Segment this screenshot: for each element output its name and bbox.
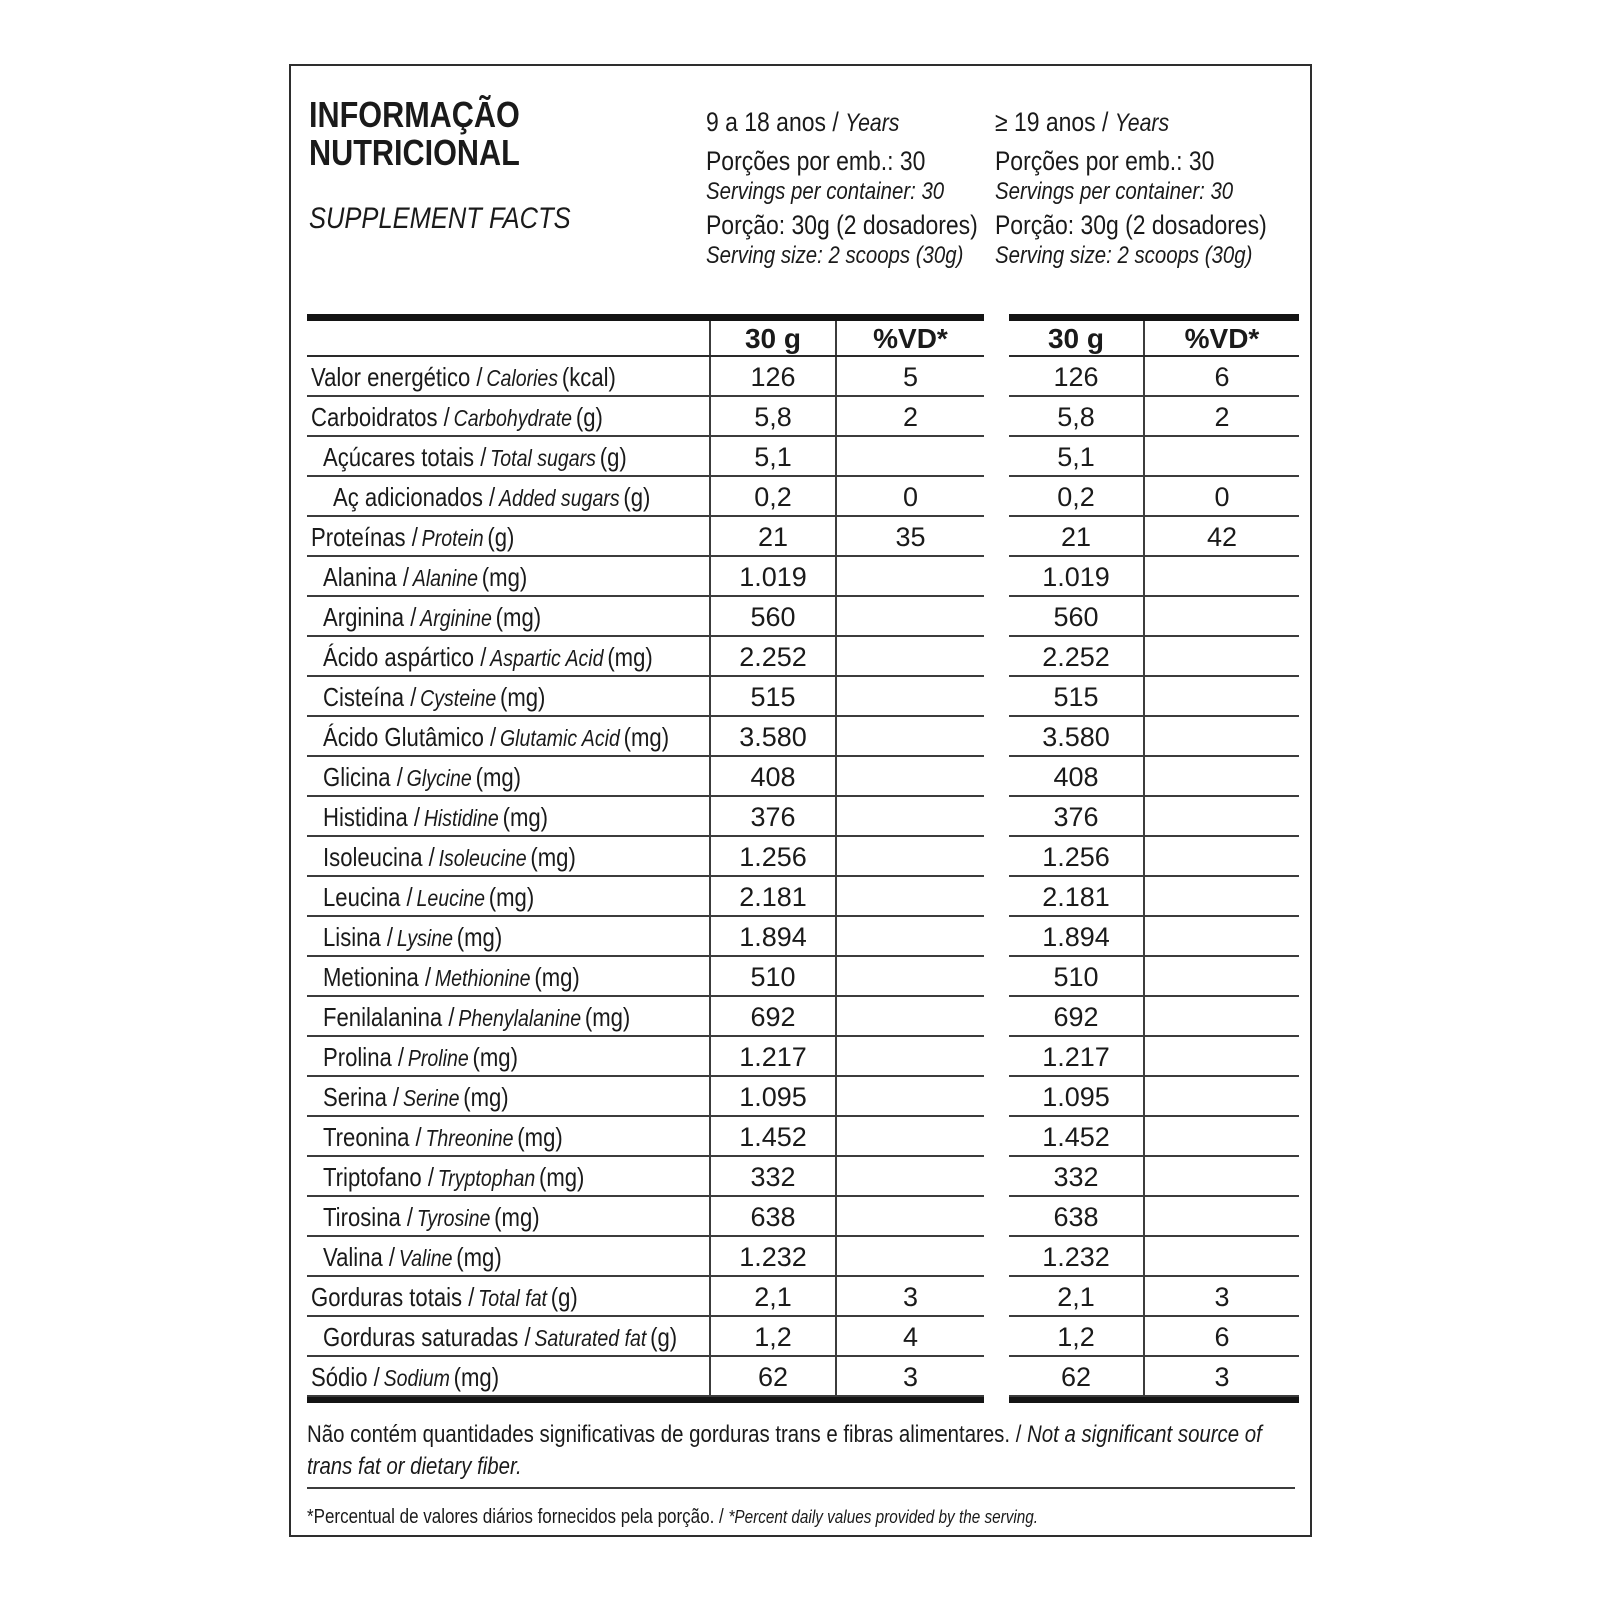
nutrient-name-pt: Valina /	[323, 1242, 396, 1272]
nutrient-label-cell	[307, 877, 709, 915]
title-line-2: NUTRICIONAL	[309, 132, 520, 173]
amount-value-19-plus: 5,1	[1009, 437, 1145, 475]
nutrient-label-cell	[307, 1157, 709, 1195]
nutrient-name-en: Saturated fat	[534, 1325, 647, 1351]
nutrition-label	[289, 64, 1312, 1537]
nutrient-name-pt: Aç adicionados /	[333, 482, 496, 512]
amount-value-9-18: 2,1	[709, 1277, 837, 1315]
dv-value-19-plus	[1145, 757, 1299, 795]
nutrient-name-en: Aspartic Acid	[490, 645, 604, 671]
header-label-cell	[307, 321, 709, 355]
amount-value-19-plus: 2.181	[1009, 877, 1145, 915]
serving-size-en: Serving size: 2 scoops (30g)	[995, 242, 1253, 269]
dv-value-19-plus	[1145, 717, 1299, 755]
nutrition-title-en: SUPPLEMENT FACTS	[309, 202, 571, 235]
amount-value-9-18: 0,2	[709, 477, 837, 515]
nutrient-unit: (mg)	[453, 1362, 500, 1392]
dv-value-19-plus	[1145, 1117, 1299, 1155]
nutrient-name-pt: Glicina /	[323, 762, 403, 792]
nutrient-name-en: Valine	[398, 1245, 453, 1271]
top-bar-left	[307, 314, 984, 321]
dv-value-9-18	[837, 957, 984, 995]
nutrient-label-cell	[307, 477, 709, 515]
dv-value-19-plus: 3	[1214, 1282, 1230, 1312]
amount-value-9-18: 62	[709, 1357, 837, 1395]
amount-value-9-18: 2.252	[709, 637, 837, 675]
nutrient-label-cell	[307, 1197, 709, 1235]
dv-value-19-plus	[1145, 1197, 1299, 1235]
nutrient-name-en: Histidine	[423, 805, 499, 831]
servings-per-container-pt: Porções por emb.: 30	[706, 146, 926, 176]
nutrient-name-en: Calories	[486, 365, 559, 391]
amount-value-19-plus: 0,2	[1009, 477, 1145, 515]
dv-value-9-18	[837, 837, 984, 875]
nutrient-name-en: Phenylalanine	[458, 1005, 582, 1031]
table-row	[307, 1117, 1299, 1157]
footnote-trans-fat	[307, 1419, 1457, 1483]
dv-value-19-plus	[1145, 1077, 1299, 1115]
amount-value-19-plus: 1.894	[1009, 917, 1145, 955]
nutrient-unit: (mg)	[475, 762, 522, 792]
amount-value-19-plus: 515	[1009, 677, 1145, 715]
table-row	[307, 557, 1299, 597]
nutrient-unit: (g)	[599, 442, 627, 472]
amount-value-9-18: 1.452	[709, 1117, 837, 1155]
nutrient-name-pt: Leucina /	[323, 882, 413, 912]
amount-value-9-18: 510	[709, 957, 837, 995]
nutrient-name-en: Protein	[421, 525, 484, 551]
amount-value-19-plus: 1.232	[1009, 1237, 1145, 1275]
servings-per-container-pt: Porções por emb.: 30	[995, 146, 1215, 176]
nutrient-name-en: Total fat	[478, 1285, 547, 1311]
serving-size-pt: Porção: 30g (2 dosadores)	[706, 210, 978, 240]
nutrient-label-cell	[307, 397, 709, 435]
nutrient-unit: (mg)	[456, 922, 503, 952]
amount-value-19-plus: 3.580	[1009, 717, 1145, 755]
table-row	[307, 1237, 1299, 1277]
table-row	[307, 997, 1299, 1037]
table-row	[307, 477, 1299, 517]
serving-size-pt: Porção: 30g (2 dosadores)	[995, 210, 1267, 240]
table-row	[307, 1317, 1299, 1357]
dv-value-9-18	[837, 637, 984, 675]
nutrient-label-cell	[307, 637, 709, 675]
nutrient-name-en: Total sugars	[490, 445, 596, 471]
nutrient-label-cell	[307, 1077, 709, 1115]
nutrient-name-en: Glycine	[406, 765, 472, 791]
amount-value-9-18: 126	[709, 357, 837, 395]
amount-value-19-plus: 1,2	[1009, 1317, 1145, 1355]
amount-value-19-plus: 2,1	[1009, 1277, 1145, 1315]
age-group-19-plus	[995, 107, 1315, 270]
nutrient-label-cell	[307, 717, 709, 755]
dv-value-9-18: 3	[902, 1362, 919, 1392]
nutrient-name-pt: Valor energético /	[311, 362, 483, 392]
table-header-row	[307, 321, 1299, 357]
footnote-divider	[307, 1487, 1295, 1489]
top-bar-right	[1009, 314, 1299, 321]
nutrient-name-en: Threonine	[425, 1125, 514, 1151]
nutrient-unit: (mg)	[494, 1202, 540, 1232]
nutrient-name-en: Sodium	[383, 1365, 450, 1391]
table-row	[307, 597, 1299, 637]
table-row	[307, 1077, 1299, 1117]
dv-column-header-9-18: %VD*	[873, 323, 948, 354]
nutrient-label-cell	[307, 917, 709, 955]
table-row	[307, 1037, 1299, 1077]
table-row	[307, 637, 1299, 677]
table-row	[307, 397, 1299, 437]
nutrient-unit: (mg)	[488, 882, 535, 912]
nutrient-name-pt: Carboidratos /	[311, 402, 450, 432]
nutrient-name-en: Tyrosine	[416, 1205, 491, 1231]
dv-value-19-plus	[1145, 837, 1299, 875]
table-row	[307, 1197, 1299, 1237]
nutrient-name-pt: Alanina /	[323, 562, 410, 592]
nutrient-label-cell	[307, 357, 709, 395]
table-row	[307, 1277, 1299, 1317]
nutrient-name-en: Tryptophan	[437, 1165, 536, 1191]
nutrient-label-cell	[307, 1037, 709, 1075]
amount-value-9-18: 1.095	[709, 1077, 837, 1115]
servings-per-container-en: Servings per container: 30	[995, 178, 1234, 205]
dv-value-19-plus	[1145, 877, 1299, 915]
amount-value-19-plus: 21	[1009, 517, 1145, 555]
amount-value-19-plus: 376	[1009, 797, 1145, 835]
nutrient-name-pt: Gorduras totais /	[311, 1282, 475, 1312]
table-rows	[307, 357, 1299, 1397]
amount-value-9-18: 1.232	[709, 1237, 837, 1275]
nutrient-label-cell	[307, 1277, 709, 1315]
dv-value-9-18	[837, 1117, 984, 1155]
nutrient-unit: (mg)	[499, 682, 546, 712]
nutrient-name-pt: Triptofano /	[323, 1162, 434, 1192]
amount-value-19-plus: 62	[1009, 1357, 1145, 1395]
dv-value-19-plus	[1145, 597, 1299, 635]
table-row	[307, 717, 1299, 757]
nutrient-name-pt: Metionina /	[323, 962, 432, 992]
amount-value-19-plus: 332	[1009, 1157, 1145, 1195]
nutrient-label-cell	[307, 1237, 709, 1275]
dv-value-9-18	[837, 717, 984, 755]
amount-value-9-18: 692	[709, 997, 837, 1035]
dv-value-9-18	[837, 877, 984, 915]
nutrient-name-en: Carbohydrate	[453, 405, 573, 431]
nutrient-unit: (mg)	[517, 1122, 563, 1152]
dv-value-19-plus	[1145, 637, 1299, 675]
dv-value-19-plus	[1145, 917, 1299, 955]
amount-value-19-plus: 1.217	[1009, 1037, 1145, 1075]
amount-value-19-plus: 5,8	[1009, 397, 1145, 435]
nutrient-label-cell	[307, 797, 709, 835]
amount-value-19-plus: 1.452	[1009, 1117, 1145, 1155]
nutrient-unit: (kcal)	[561, 362, 616, 392]
dv-value-9-18: 4	[902, 1322, 919, 1352]
amount-value-9-18: 3.580	[709, 717, 837, 755]
age-range-en: Years	[845, 109, 900, 137]
amount-value-9-18: 560	[709, 597, 837, 635]
dv-value-19-plus	[1145, 437, 1299, 475]
dv-value-19-plus: 2	[1214, 402, 1230, 432]
nutrient-label-cell	[307, 557, 709, 595]
nutrient-unit: (g)	[650, 1322, 678, 1352]
amount-value-9-18: 5,8	[709, 397, 837, 435]
dv-value-9-18	[837, 757, 984, 795]
dv-value-19-plus	[1145, 557, 1299, 595]
title-line-1: INFORMAÇÃO	[309, 94, 520, 135]
dv-value-19-plus	[1145, 997, 1299, 1035]
dv-value-19-plus	[1145, 957, 1299, 995]
amount-value-19-plus: 2.252	[1009, 637, 1145, 675]
dv-value-19-plus	[1145, 1237, 1299, 1275]
nutrient-name-pt: Prolina /	[323, 1042, 405, 1072]
amount-value-19-plus: 1.019	[1009, 557, 1145, 595]
amount-value-19-plus: 408	[1009, 757, 1145, 795]
amount-value-19-plus: 510	[1009, 957, 1145, 995]
table-row	[307, 837, 1299, 877]
nutrient-name-pt: Cisteína /	[323, 682, 417, 712]
nutrient-unit: (mg)	[463, 1082, 509, 1112]
nutrient-unit: (mg)	[530, 842, 576, 872]
amount-value-19-plus: 638	[1009, 1197, 1145, 1235]
amount-value-19-plus: 126	[1009, 357, 1145, 395]
nutrient-label-cell	[307, 597, 709, 635]
dv-value-9-18	[837, 1197, 984, 1235]
amount-value-9-18: 2.181	[709, 877, 837, 915]
nutrient-name-pt: Ácido Glutâmico /	[323, 722, 497, 752]
amount-value-9-18: 5,1	[709, 437, 837, 475]
amount-column-header-19-plus: 30 g	[1009, 321, 1145, 355]
footnote-daily-values-pt: *Percentual de valores diários fornecidos pela porção. /	[307, 1506, 724, 1528]
dv-value-19-plus: 0	[1214, 482, 1230, 512]
age-range-pt: ≥ 19 anos /	[995, 107, 1109, 137]
nutrient-unit: (mg)	[472, 1042, 518, 1072]
nutrient-name-en: Arginine	[420, 605, 492, 631]
nutrient-name-pt: Isoleucina /	[323, 842, 435, 872]
nutrient-unit: (g)	[487, 522, 515, 552]
table-row	[307, 1157, 1299, 1197]
dv-value-9-18	[837, 1237, 984, 1275]
nutrient-label-cell	[307, 677, 709, 715]
amount-value-9-18: 408	[709, 757, 837, 795]
serving-size-en: Serving size: 2 scoops (30g)	[706, 242, 964, 269]
age-range	[706, 107, 899, 138]
nutrient-unit: (mg)	[456, 1242, 502, 1272]
amount-value-9-18: 1.217	[709, 1037, 837, 1075]
nutrient-unit: (mg)	[481, 562, 528, 592]
dv-value-19-plus: 6	[1214, 362, 1230, 392]
nutrient-unit: (mg)	[495, 602, 542, 632]
nutrient-name-en: Serine	[402, 1085, 460, 1111]
nutrition-title-pt	[309, 96, 520, 172]
nutrient-label-cell	[307, 1357, 709, 1395]
nutrient-name-en: Alanine	[412, 565, 479, 591]
dv-value-19-plus: 3	[1214, 1362, 1230, 1392]
nutrient-label-cell	[307, 1117, 709, 1155]
nutrient-label-cell	[307, 1317, 709, 1355]
nutrient-unit: (mg)	[502, 802, 549, 832]
dv-value-9-18	[837, 677, 984, 715]
nutrient-unit: (mg)	[623, 722, 670, 752]
nutrient-name-en: Isoleucine	[438, 845, 527, 871]
age-group-9-18	[706, 107, 1026, 270]
nutrient-name-en: Cysteine	[420, 685, 497, 711]
nutrient-label-cell	[307, 437, 709, 475]
nutrient-unit: (mg)	[584, 1002, 631, 1032]
nutrient-name-pt: Arginina /	[323, 602, 417, 632]
dv-value-19-plus: 6	[1214, 1322, 1230, 1352]
dv-value-19-plus: 42	[1206, 522, 1238, 552]
dv-value-9-18	[837, 1077, 984, 1115]
servings-per-container-en: Servings per container: 30	[706, 178, 945, 205]
table-row	[307, 437, 1299, 477]
amount-value-9-18: 21	[709, 517, 837, 555]
age-range-en: Years	[1114, 109, 1170, 137]
amount-value-9-18: 1.256	[709, 837, 837, 875]
amount-value-9-18: 1,2	[709, 1317, 837, 1355]
nutrient-name-pt: Serina /	[323, 1082, 400, 1112]
footnote-daily-values-en: *Percent daily values provided by the serving.	[728, 1507, 1039, 1527]
amount-value-19-plus: 1.256	[1009, 837, 1145, 875]
nutrient-name-pt: Proteínas /	[311, 522, 418, 552]
table-row	[307, 357, 1299, 397]
dv-value-9-18	[837, 797, 984, 835]
nutrient-name-pt: Açúcares totais /	[323, 442, 487, 472]
facts-table	[307, 314, 1299, 1403]
dv-value-19-plus	[1145, 1157, 1299, 1195]
nutrient-unit: (mg)	[607, 642, 653, 672]
amount-value-19-plus: 1.095	[1009, 1077, 1145, 1115]
amount-value-9-18: 332	[709, 1157, 837, 1195]
nutrient-name-en: Proline	[407, 1045, 469, 1071]
footnote-trans-fat-pt: Não contém quantidades significativas de gorduras trans e fibras alimentares. /	[307, 1421, 1022, 1448]
nutrient-name-pt: Gorduras saturadas /	[323, 1322, 531, 1352]
dv-value-19-plus	[1145, 797, 1299, 835]
nutrient-name-en: Leucine	[416, 885, 485, 911]
nutrient-name-en: Methionine	[434, 965, 531, 991]
table-row	[307, 797, 1299, 837]
nutrient-unit: (mg)	[534, 962, 580, 992]
dv-value-9-18: 5	[902, 362, 919, 392]
table-row	[307, 757, 1299, 797]
nutrient-name-pt: Lisina /	[323, 922, 394, 952]
nutrient-label-cell	[307, 997, 709, 1035]
nutrient-unit: (g)	[575, 402, 603, 432]
nutrient-label-cell	[307, 957, 709, 995]
table-row	[307, 677, 1299, 717]
dv-column-header-19-plus: %VD*	[1184, 323, 1260, 354]
table-row	[307, 1357, 1299, 1397]
table-top-bar	[307, 314, 1299, 321]
nutrient-name-pt: Treonina /	[323, 1122, 422, 1152]
dv-value-9-18: 35	[895, 522, 926, 552]
nutrient-name-en: Glutamic Acid	[499, 725, 620, 751]
footnote-trans-fat-en: Not a significant source of trans fat or dietary fiber.	[307, 1421, 1262, 1480]
dv-value-19-plus	[1145, 677, 1299, 715]
table-row	[307, 517, 1299, 557]
dv-value-9-18	[837, 1157, 984, 1195]
bottom-bar-right	[1009, 1397, 1299, 1403]
nutrient-label-cell	[307, 757, 709, 795]
amount-value-9-18: 1.894	[709, 917, 837, 955]
nutrient-label-cell	[307, 517, 709, 555]
dv-value-9-18	[837, 597, 984, 635]
age-range-pt: 9 a 18 anos /	[706, 107, 839, 137]
age-range	[995, 107, 1169, 138]
table-row	[307, 917, 1299, 957]
footnote-daily-values	[307, 1504, 1167, 1530]
dv-value-9-18	[837, 1037, 984, 1075]
dv-value-9-18	[837, 557, 984, 595]
amount-column-header-9-18: 30 g	[709, 321, 837, 355]
amount-value-9-18: 1.019	[709, 557, 837, 595]
nutrient-unit: (mg)	[538, 1162, 585, 1192]
nutrient-name-pt: Ácido aspártico /	[323, 642, 487, 672]
amount-value-19-plus: 560	[1009, 597, 1145, 635]
table-row	[307, 957, 1299, 997]
nutrient-name-en: Lysine	[396, 925, 453, 951]
amount-value-19-plus: 692	[1009, 997, 1145, 1035]
nutrient-unit: (g)	[623, 482, 651, 512]
dv-value-9-18: 2	[902, 402, 919, 432]
table-row	[307, 877, 1299, 917]
nutrient-label-cell	[307, 837, 709, 875]
dv-value-9-18: 3	[902, 1282, 919, 1312]
nutrient-name-en: Added sugars	[498, 485, 620, 511]
nutrient-unit: (g)	[550, 1282, 578, 1312]
nutrient-name-pt: Tirosina /	[323, 1202, 414, 1232]
amount-value-9-18: 376	[709, 797, 837, 835]
dv-value-9-18	[837, 437, 984, 475]
dv-value-9-18	[837, 997, 984, 1035]
amount-value-9-18: 515	[709, 677, 837, 715]
dv-value-19-plus	[1145, 1037, 1299, 1075]
nutrient-name-pt: Histidina /	[323, 802, 421, 832]
dv-value-9-18	[837, 917, 984, 955]
dv-value-9-18: 0	[902, 482, 919, 512]
amount-value-9-18: 638	[709, 1197, 837, 1235]
nutrient-name-pt: Fenilalanina /	[323, 1002, 455, 1032]
nutrient-name-pt: Sódio /	[311, 1362, 380, 1392]
